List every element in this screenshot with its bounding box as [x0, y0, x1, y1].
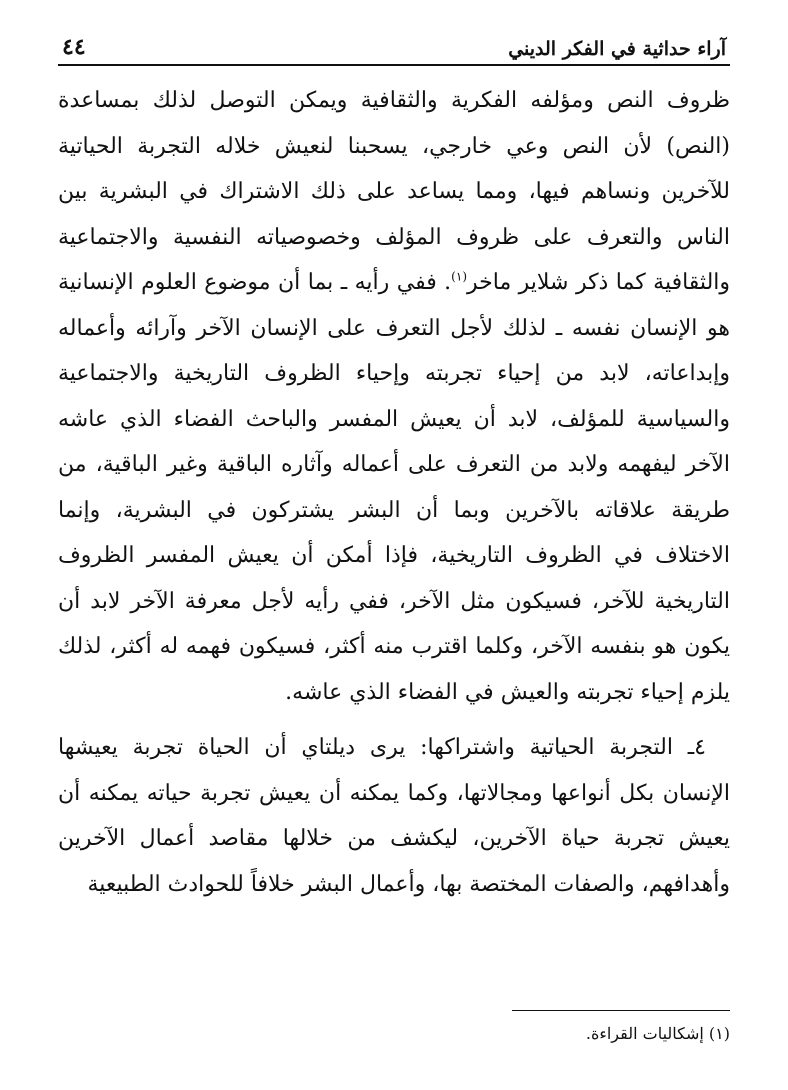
paragraph-1-text-b: . ففي رأيه ـ بما أن موضوع العلوم الإنسانية هو الإنسان نفسه ـ لذلك لأجل التعرف على الإنسان الآخر وآرائه وأعماله وإبداعاته، لابد من إحياء تجربته وإحياء الظروف التاريخية والاجتماعية والسياسية للمؤلف، لابد أن يعيش المفسر والباحث الفضاء الذي عاشه الآخر ليفهمه ولابد من التعرف على أعماله وآثاره الباقية وغير الباقية، من طريقة علاقاته بالآخرين وبما أن البشر يشتركون في البشرية، وإنما الاختلاف في الظروف التاريخية، فإذا أمكن أن يعيش المفسر الظروف التاريخية للآخر، فسيكون مثل الآخر، ففي رأيه لأجل معرفة الآخر لابد أن يكون هو بنفسه الآخر، وكلما اقترب منه أكثر، فسيكون فهمه له أكثر، لذلك يلزم إحياء تجربته والعيش في الفضاء الذي عاشه. [58, 270, 730, 705]
book-page [58, 28, 730, 1068]
running-title: آراء حداثية في الفكر الديني [508, 38, 726, 60]
paragraph-1 [58, 78, 730, 715]
footnote: (١) إشكاليات القراءة. [585, 1024, 730, 1043]
paragraph-2: ٤ـ التجربة الحياتية واشتراكها: يرى ديلتاي أن الحياة تجربة يعيشها الإنسان بكل أنواعها ومجالاتها، وكما يمكنه أن يعيش تجربة حياته يمكنه أن يعيش تجربة حياة الآخرين، ليكشف من خلالها مقاصد أعمال الآخرين وأهدافهم، والصفات المختصة بها، وأعمال البشر خلافاً للحوادث الطبيعية [58, 735, 730, 897]
running-header [58, 28, 730, 66]
footnote-reference[interactable]: (١) [451, 269, 467, 284]
page-number: ٤٤ [62, 34, 86, 60]
paragraph-1-text-a: ظروف النص ومؤلفه الفكرية والثقافية ويمكن التوصل لذلك بمساعدة (النص) لأن النص وعي خارجي، يسحبنا لنعيش خلاله التجربة الحياتية للآخرين ونساهم فيها، ومما يساعد على ذلك الاشتراك في البشرية بين الناس والتعرف على ظروف المؤلف وخصوصياته النفسية والاجتماعية والثقافية كما ذكر شلاير ماخر [58, 88, 731, 295]
body-text [58, 78, 730, 907]
footnote-divider [512, 1010, 730, 1011]
